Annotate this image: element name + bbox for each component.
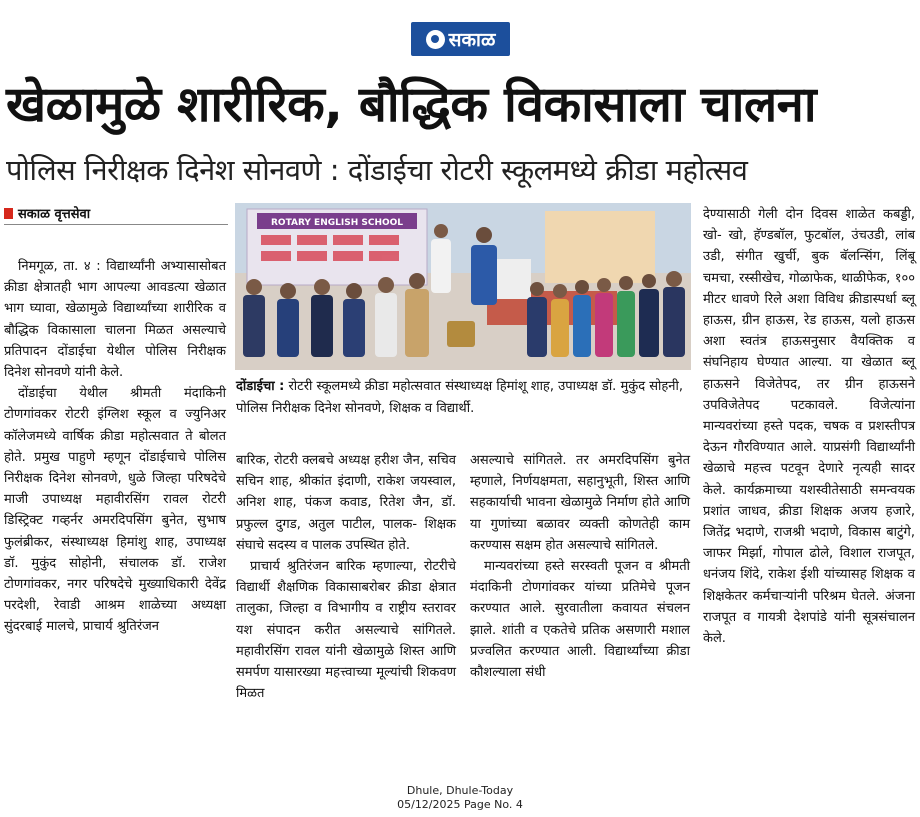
headline: खेळामुळे शारीरिक, बौद्धिक विकासाला चालना (6, 76, 817, 133)
paragraph: निमगूळ, ता. ४ : विद्यार्थ्यांनी अभ्यासासोबत क्रीडा क्षेत्रातही भाग आपल्या आवडत्या खेळात भाग घ्यावा, खेळामुळे विद्यार्थ्यांच्या शारीरिक व बौद्धिक विकासाला चालना मिळत असल्याचे प्रतिपादन दोंडाईचा येथील पोलिस निरीक्षक दिनेश सोनवणे यांनी केले. (4, 259, 226, 381)
article-column-1 (4, 256, 226, 638)
article-column-4 (703, 204, 915, 649)
page-footer (380, 784, 540, 812)
byline-text: सकाळ वृत्तसेवा (18, 207, 91, 222)
paragraph: देण्यासाठी गेली दोन दिवस शाळेत कबड्डी, खो- खो, हॅण्डबॉल, फुटबॉल, उंचउडी, लांब उडी, संगीत खुर्ची, बुक बॅलन्सिंग, लिंबू चमचा, रस्सीखेच, गोळाफेक, थाळीफेक, १०० मीटर धावणे रिले अशा विविध क्रीडास्पर्धा ब्लू हाऊस, ग्रीन हाऊस, रेड हाऊस, यलो हाऊस अशा स्वतंत्र हाऊसनुसार वैयक्तिक व संघनिहाय घेण्यात आल्या. या खेळात ब्लू हाऊसने विजेतेपद, तर ग्रीन हाऊसने उपविजेतेपद पटकावले. विजेत्यांना मान्यवरांच्या हस्ते पदक, चषक व प्रशस्तीपत्र देऊन गौरविण्यात आले. याप्रसंगी विद्यार्थ्यांनी खेळाचे महत्त्व पटवून देणारे नृत्यही सादर केले. कार्यक्रमाच्या यशस्वीतेसाठी समन्वयक प्रशांत जाधव, क्रीडा शिक्षक अजय हजारे, जितेंद्र भदाणे, राजश्री भदाणे, विकास बाटुंगे, जाफर मिर्झा, गोपाल ढोले, विशाल राजपूत, धनंजय शिंदे, राकेश ईशी यांच्यासह शिक्षक व शिक्षकेतर कर्मचाऱ्यांनी परिश्रम घेतले. अंजना राजपूत व गायत्री देशपांडे यांनी सूत्रसंचालन केले. (703, 207, 915, 647)
masthead-logo (411, 22, 510, 56)
paragraph: दोंडाईचा येथील श्रीमती मंदाकिनी टोणगांवकर रोटरी इंग्लिश स्कूल व ज्युनिअर कॉलेजमध्ये वार्षिक क्रीडा महोत्सवात ते बोलत होते. प्रमुख पाहुणे म्हणून दोंडाईचाचे पोलिस निरीक्षक दिनेश सोनवणे, धुळे जिल्हा परिषदेचे माजी उपाध्यक्ष महावीरसिंग रावल रोटरी डिस्ट्रिक्ट गव्हर्नर अमरदिपसिंग बुनेत, सुभाष फुलंब्रीकर, संस्थाध्यक्ष हिमांशु शाह, उपाध्यक्ष डॉ. मुकुंद सोहोनी, संचालक डॉ. राजेश टोणगांवकर, नगर परिषदेचे मुख्याधिकारी देवेंद्र परदेशी, रेवाडी आश्रम शाळेच्या अध्यक्षा सुंदरबाई मालचे, प्राचार्य श्रुतिरंजन (4, 386, 226, 635)
caption-text: रोटरी स्कूलमध्ये क्रीडा महोत्सवात संस्थाध्यक्ष हिमांशू शाह, उपाध्यक्ष डॉ. मुकुंद सोहनी, पोलिस निरीक्षक दिनेश सोनवणे, शिक्षक व विद्यार्थी. (236, 379, 684, 416)
footer-edition: Dhule, Dhule-Today (406, 784, 514, 797)
byline-divider (4, 224, 228, 225)
event-photo-illustration (235, 203, 691, 370)
paragraph: प्राचार्य श्रुतिरंजन बारिक म्हणाल्या, रोटरीचे विद्यार्थी शैक्षणिक विकासाबरोबर क्रीडा क्षेत्रात तालुका, जिल्हा व विभागीय व राष्ट्रीय स्तरावर यश संपादन करीत असल्याचे सांगितले. महावीरसिंग रावल यांनी खेळामुळे शिस्त आणि समर्पण यासारख्या महत्त्वाच्या मूल्यांची शिकवण मिळत (236, 559, 456, 702)
byline (4, 202, 90, 224)
article-column-3 (470, 450, 690, 683)
byline-marker-icon (4, 208, 13, 219)
subheadline: पोलिस निरीक्षक दिनेश सोनवणे : दोंडाईचा रोटरी स्कूलमध्ये क्रीडा महोत्सव (6, 153, 748, 187)
caption-place: दोंडाईचा : (236, 379, 285, 394)
photo-caption (236, 376, 688, 420)
paragraph: असल्याचे सांगितले. तर अमरदिपसिंग बुनेत म्हणाले, निर्णयक्षमता, सहानुभूती, शिस्त आणि सहकार्याची भावना खेळामुळे निर्माण होते आणि या गुणांच्या बळावर व्यक्ती कोणतेही काम करण्यास सक्षम होत असल्याचे सांगितले. (470, 453, 690, 553)
paragraph: बारिक, रोटरी क्लबचे अध्यक्ष हरीश जैन, सचिव सचिन शाह, श्रीकांत इंदाणी, राकेश जयस्वाल, अनिश शाह, पंकज कवाड, रितेश जैन, डॉ. प्रफुल्ल दुगड, अतुल पाटील, पालक- शिक्षक संघाचे सदस्य व पालक उपस्थित होते. (236, 453, 456, 553)
photo-banner-text: ROTARY ENGLISH SCHOOL (270, 218, 404, 228)
masthead-emblem-icon (426, 30, 445, 49)
article-column-2 (236, 450, 456, 704)
paragraph: मान्यवरांच्या हस्ते सरस्वती पूजन व श्रीमती मंदाकिनी टोणगांवकर यांच्या प्रतिमेचे पूजन करण्यात आले. सुरवातीला कवायत संचलन झाले. शांती व एकतेचे प्रतिक असणारी मशाल प्रज्वलित करण्यात आली. विद्यार्थ्यांच्या क्रीडा कौशल्याला संधी (470, 559, 690, 681)
masthead-name: सकाळ (448, 29, 496, 51)
footer-date-page: 05/12/2025 Page No. 4 (397, 798, 523, 811)
event-photo (235, 203, 691, 370)
